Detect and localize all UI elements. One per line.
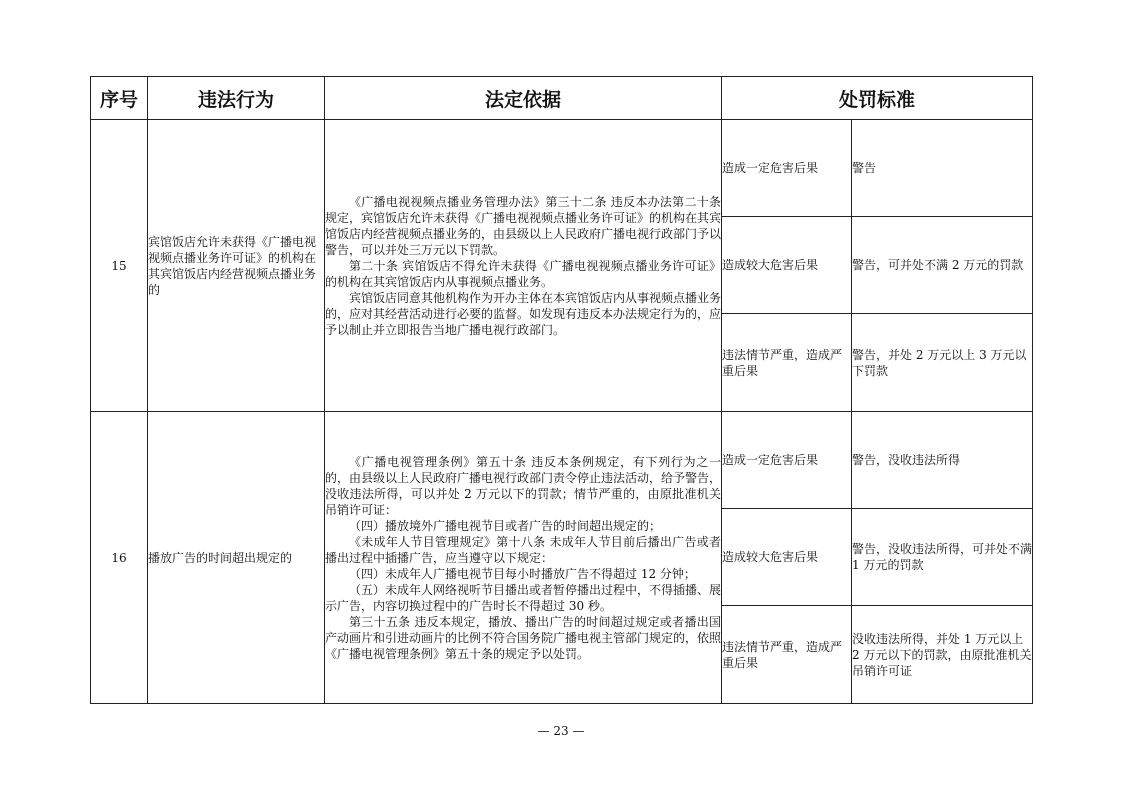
legal-basis bbox=[325, 120, 722, 412]
basis-paragraph: 宾馆饭店同意其他机构作为开办主体在本宾馆饭店内从事视频点播业务的，应对其经营活动进行必要的监督。如发现有违反本办法规定行为的，应予以制止并立即报告当地广播电视行政部门。 bbox=[325, 290, 722, 337]
penalty-standard: 没收违法所得，并处 1 万元以上 2 万元以下的罚款，由原批准机关吊销许可证 bbox=[852, 606, 1033, 704]
header-row bbox=[91, 77, 1033, 120]
penalty-standard: 警告，没收违法所得，可并处不满 1 万元的罚款 bbox=[852, 509, 1033, 606]
penalty-standard: 警告，可并处不满 2 万元的罚款 bbox=[852, 217, 1033, 314]
penalty-standard: 警告 bbox=[852, 120, 1033, 217]
basis-paragraph: 第三十五条 违反本规定，播放、播出广告的时间超过规定或者播出国产动画片和引进动画片的比例不符合国务院广播电视主管部门规定的，依照《广播电视管理条例》第五十条的规定予以处罚。 bbox=[325, 614, 722, 661]
row-number: 16 bbox=[91, 412, 148, 704]
basis-paragraph: （五）未成年人网络视听节目播出或者暂停播出过程中，不得插播、展示广告，内容切换过程中的广告时长不得超过 30 秒。 bbox=[325, 582, 722, 613]
basis-paragraph: 《广播电视视频点播业务管理办法》第三十二条 违反本办法第二十条规定，宾馆饭店允许未获得《广播电视视频点播业务许可证》的机构在其宾馆饭店内经营视频点播业务的，由县级以上人民政府广播电视行政部门予以警告，可以并处三万元以下罚款。 bbox=[325, 194, 722, 257]
violation-text: 宾馆饭店允许未获得《广播电视视频点播业务许可证》的机构在其宾馆饭店内经营视频点播业务的 bbox=[148, 120, 325, 412]
basis-paragraph: 《未成年人节目管理规定》第十八条 未成年人节目前后播出广告或者播出过程中插播广告，应当遵守以下规定： bbox=[325, 534, 721, 565]
penalty-condition: 造成一定危害后果 bbox=[722, 412, 852, 509]
penalty-standard: 警告，没收违法所得 bbox=[852, 412, 1033, 509]
penalty-condition: 造成一定危害后果 bbox=[722, 120, 852, 217]
penalty-standard: 警告，并处 2 万元以上 3 万元以下罚款 bbox=[852, 314, 1033, 412]
penalty-condition: 违法情节严重，造成严重后果 bbox=[722, 314, 852, 412]
basis-paragraph: 第二十条 宾馆饭店不得允许未获得《广播电视视频点播业务许可证》的机构在其宾馆饭店内从事视频点播业务。 bbox=[325, 258, 721, 289]
header-standard: 处罚标准 bbox=[722, 77, 1033, 120]
penalty-condition: 造成较大危害后果 bbox=[722, 217, 852, 314]
penalty-condition: 违法情节严重，造成严重后果 bbox=[722, 606, 852, 704]
table-row bbox=[91, 412, 1033, 509]
legal-basis bbox=[325, 412, 722, 704]
table-row bbox=[91, 120, 1033, 217]
basis-paragraph: 《广播电视管理条例》第五十条 违反本条例规定，有下列行为之一的，由县级以上人民政府广播电视行政部门责令停止违法活动，给予警告，没收违法所得，可以并处 2 万元以下的罚款；情节严重的，由原批准机关吊销许可证： bbox=[325, 454, 722, 517]
basis-paragraph: （四）播放境外广播电视节目或者广告的时间超出规定的； bbox=[349, 518, 662, 533]
page-number: — 23 — bbox=[537, 724, 585, 738]
basis-paragraph: （四）未成年人广播电视节目每小时播放广告不得超过 12 分钟； bbox=[349, 566, 696, 581]
penalty-condition: 造成较大危害后果 bbox=[722, 509, 852, 606]
header-no: 序号 bbox=[91, 77, 148, 120]
header-violation: 违法行为 bbox=[148, 77, 325, 120]
row-number: 15 bbox=[91, 120, 148, 412]
violation-text: 播放广告的时间超出规定的 bbox=[148, 412, 325, 704]
penalty-table bbox=[90, 76, 1033, 704]
header-basis: 法定依据 bbox=[325, 77, 722, 120]
